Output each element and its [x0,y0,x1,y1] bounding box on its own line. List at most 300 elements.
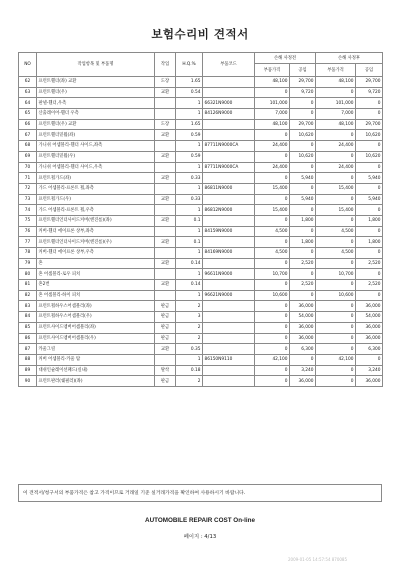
cell-no: 76 [19,226,37,237]
cell-work [155,226,176,237]
cell-item: 프런트휠가드(좌) [37,173,155,184]
cell-after-part-price: 0 [316,237,356,248]
cell-before-labor: 9,720 [290,87,316,98]
cell-after-part-price: 0 [316,312,356,323]
cell-before-labor: 36,000 [290,333,316,344]
cell-item: 판넬-휀더,우측 [37,98,155,109]
cell-code [203,258,255,269]
cell-before-part-price: 0 [255,258,290,269]
cell-code [203,365,255,376]
cell-work [155,162,176,173]
table-row [19,119,383,130]
cell-work: 판금 [155,376,176,387]
cell-code [203,119,255,130]
cell-work: 탈착 [155,365,176,376]
header-code: 부품코드 [203,53,255,77]
cell-after-part-price: 101,000 [316,98,356,109]
table-row [19,333,383,344]
cell-item: 가니쉬 어셈블리-휀더 사이드,우측 [37,162,155,173]
cell-item: 커버-휀더 에이프론 상부,우측 [37,248,155,259]
cell-before-labor: 2,520 [290,280,316,291]
cell-after-labor: 0 [356,290,383,301]
cell-hqty: 1 [176,226,203,237]
cell-work: 판금 [155,312,176,323]
header-hqty: H.Q.% [176,53,203,77]
cell-before-labor: 0 [290,290,316,301]
cell-work: 도장 [155,119,176,130]
cell-before-part-price: 42,100 [255,354,290,365]
cell-code [203,237,255,248]
cell-hqty: 1 [176,162,203,173]
cell-after-labor: 0 [356,226,383,237]
cell-after-part-price: 24,400 [316,162,356,173]
cell-item: 대쉬인슐레이션패드(실내) [37,365,155,376]
cell-hqty: 1 [176,109,203,120]
cell-before-labor: 0 [290,269,316,280]
cell-item: 커버 어셈블리-카울 탑 [37,354,155,365]
repair-estimate-table [18,52,383,387]
cell-code [203,130,255,141]
cell-before-labor: 0 [290,226,316,237]
cell-no: 63 [19,87,37,98]
cell-after-labor: 10,620 [356,151,383,162]
cell-after-labor: 10,620 [356,130,383,141]
cell-hqty: 0.33 [176,194,203,205]
cell-code: 84159N9000 [203,226,255,237]
cell-before-part-price: 15,400 [255,205,290,216]
cell-code: 96621N9000 [203,290,255,301]
cell-code [203,151,255,162]
print-timestamp: 2009-01-05 14:57:54 870085 [288,557,348,562]
cell-after-part-price: 0 [316,151,356,162]
cell-after-labor: 29,700 [356,119,383,130]
cell-after-labor: 1,800 [356,237,383,248]
cell-code [203,215,255,226]
cell-after-part-price: 0 [316,301,356,312]
cell-code: 66321N9000 [203,98,255,109]
cell-no: 85 [19,322,37,333]
cell-work [155,141,176,152]
cell-after-labor: 0 [356,183,383,194]
cell-before-part-price: 10,700 [255,269,290,280]
header-after-labor: 공임 [356,64,383,77]
table-row [19,237,383,248]
cell-before-labor: 36,000 [290,376,316,387]
cell-code [203,333,255,344]
cell-item: 프런트휠가드(우) [37,194,155,205]
cell-code [203,173,255,184]
cell-after-part-price: 7,000 [316,109,356,120]
cell-hqty: 2 [176,301,203,312]
cell-before-part-price: 48,100 [255,119,290,130]
cell-after-labor: 0 [356,248,383,259]
price-notice: 이 견적서/청구서의 부품가격은 참고 가격이므로 거래일 기준 실거래가격을 확인하여 사용하시기 바랍니다. [18,484,382,502]
cell-before-labor: 3,240 [290,365,316,376]
cell-before-labor: 1,800 [290,215,316,226]
cell-no: 73 [19,194,37,205]
cell-before-labor: 0 [290,183,316,194]
cell-code: 87711N9000CA [203,141,255,152]
table-row [19,215,383,226]
cell-item: 혼 어셈블리-하이 피치 [37,290,155,301]
table-row [19,290,383,301]
table-body [19,77,383,387]
header-after-part-price: 부품가격 [316,64,356,77]
cell-after-part-price: 0 [316,173,356,184]
cell-hqty: 0.14 [176,258,203,269]
cell-before-part-price: 0 [255,130,290,141]
cell-no: 77 [19,237,37,248]
cell-after-part-price: 15,400 [316,205,356,216]
cell-before-part-price: 0 [255,237,290,248]
table-header [19,53,383,77]
cell-code [203,301,255,312]
cell-hqty: 1 [176,269,203,280]
cell-code [203,322,255,333]
cell-before-labor: 36,000 [290,322,316,333]
cell-after-part-price: 0 [316,322,356,333]
cell-after-part-price: 48,100 [316,119,356,130]
cell-hqty: 1 [176,141,203,152]
cell-work: 교환 [155,344,176,355]
cell-work [155,98,176,109]
cell-item: 산출레이어-휀더 우측 [37,109,155,120]
cell-after-labor: 2,520 [356,258,383,269]
cell-before-part-price: 0 [255,215,290,226]
cell-before-labor: 0 [290,162,316,173]
cell-before-part-price: 0 [255,322,290,333]
cell-no: 79 [19,258,37,269]
header-before-part-price: 부품가격 [255,64,290,77]
cell-code: 96611N9000 [203,269,255,280]
cell-before-part-price: 15,400 [255,183,290,194]
cell-hqty: 1 [176,354,203,365]
cell-work: 교환 [155,258,176,269]
cell-work: 교환 [155,280,176,291]
cell-work [155,205,176,216]
cell-item: 프런트휀더(우) 교환 [37,119,155,130]
cell-no: 72 [19,183,37,194]
cell-item: 프런트사이드멤버어셈블리(좌) [37,322,155,333]
table-row [19,130,383,141]
cell-before-part-price: 0 [255,151,290,162]
cell-after-part-price: 24,400 [316,141,356,152]
cell-work: 교환 [155,215,176,226]
cell-no: 87 [19,344,37,355]
cell-after-labor: 0 [356,205,383,216]
cell-hqty: 0.59 [176,151,203,162]
cell-after-labor: 36,000 [356,301,383,312]
cell-before-labor: 0 [290,98,316,109]
cell-work: 판금 [155,333,176,344]
cell-hqty: 0.18 [176,365,203,376]
table-row [19,248,383,259]
cell-no: 75 [19,215,37,226]
table-row [19,162,383,173]
cell-hqty: 3 [176,312,203,323]
cell-after-labor: 1,800 [356,215,383,226]
cell-work [155,354,176,365]
table-row [19,194,383,205]
page-number: 페이지 : 4/13 [183,534,217,540]
cell-before-part-price: 0 [255,376,290,387]
cell-no: 74 [19,205,37,216]
header-item: 작업항목 및 부품명 [37,53,155,77]
cell-item: 프런트휀더밑월(좌) [37,130,155,141]
cell-before-part-price: 7,000 [255,109,290,120]
cell-before-labor: 0 [290,205,316,216]
cell-before-labor: 6,300 [290,344,316,355]
cell-work: 도장 [155,77,176,88]
cell-after-part-price: 0 [316,333,356,344]
cell-before-labor: 5,940 [290,194,316,205]
cell-no: 68 [19,141,37,152]
cell-after-part-price: 0 [316,280,356,291]
cell-before-labor: 0 [290,248,316,259]
cell-hqty: 0.33 [176,173,203,184]
cell-item: 혼 [37,258,155,269]
table-row [19,269,383,280]
table-row [19,87,383,98]
cell-work: 판금 [155,322,176,333]
cell-no: 64 [19,98,37,109]
cell-item: 프런트판러(쉐필러)(좌) [37,376,155,387]
cell-hqty: 1 [176,205,203,216]
cell-before-labor: 0 [290,354,316,365]
cell-before-labor: 29,700 [290,77,316,88]
cell-before-part-price: 4,500 [255,248,290,259]
cell-work: 교환 [155,87,176,98]
cell-item: 커버-휀더 에이프론 상부,좌측 [37,226,155,237]
table-row [19,258,383,269]
cell-work: 교환 [155,151,176,162]
cell-work [155,183,176,194]
cell-after-labor: 0 [356,162,383,173]
cell-before-part-price: 0 [255,280,290,291]
table-row [19,98,383,109]
cell-code: 86812N9000 [203,205,255,216]
document-title: 보험수리비 견적서 [151,27,249,41]
cell-item: 프런트휠하우스어셈블리(좌) [37,301,155,312]
cell-hqty: 0.54 [176,87,203,98]
cell-after-part-price: 42,100 [316,354,356,365]
cell-after-part-price: 0 [316,344,356,355]
cell-work [155,248,176,259]
cell-after-part-price: 4,500 [316,226,356,237]
cell-after-part-price: 0 [316,194,356,205]
table-row [19,109,383,120]
table-row [19,376,383,387]
table-row [19,173,383,184]
footer-brand: AUTOMOBILE REPAIR COST On-line [145,517,255,524]
cell-after-labor: 0 [356,98,383,109]
cell-no: 84 [19,312,37,323]
table-row [19,365,383,376]
cell-no: 89 [19,365,37,376]
cell-before-labor: 0 [290,109,316,120]
cell-work [155,290,176,301]
table-row [19,322,383,333]
cell-before-labor: 10,620 [290,130,316,141]
cell-work [155,109,176,120]
cell-after-labor: 9,720 [356,87,383,98]
cell-before-labor: 2,520 [290,258,316,269]
cell-after-part-price: 48,100 [316,77,356,88]
cell-after-part-price: 10,700 [316,269,356,280]
cell-code: 86811N9000 [203,183,255,194]
cell-no: 88 [19,354,37,365]
cell-work [155,269,176,280]
table-row [19,141,383,152]
cell-hqty: 0.35 [176,344,203,355]
cell-after-labor: 0 [356,141,383,152]
cell-after-part-price: 0 [316,87,356,98]
cell-hqty: 0.1 [176,237,203,248]
cell-item: 프런트사이드멤버어셈블리(우) [37,333,155,344]
cell-hqty: 0.1 [176,215,203,226]
cell-after-labor: 36,000 [356,333,383,344]
cell-hqty: 1 [176,290,203,301]
cell-hqty: 1 [176,98,203,109]
cell-hqty: 0.14 [176,280,203,291]
cell-before-part-price: 0 [255,87,290,98]
cell-after-labor: 54,000 [356,312,383,323]
cell-before-labor: 10,620 [290,151,316,162]
cell-before-part-price: 0 [255,365,290,376]
cell-after-part-price: 0 [316,130,356,141]
cell-no: 65 [19,109,37,120]
cell-no: 67 [19,130,37,141]
cell-after-labor: 0 [356,269,383,280]
header-no: NO [19,53,37,77]
cell-after-labor: 5,940 [356,173,383,184]
cell-after-labor: 2,520 [356,280,383,291]
cell-no: 82 [19,290,37,301]
cell-before-part-price: 0 [255,301,290,312]
cell-item: 가니쉬 어셈블리-휀더 사이드,좌측 [37,141,155,152]
cell-code: 86150N9110 [203,354,255,365]
cell-hqty: 1 [176,183,203,194]
cell-item: 프런트휀더밑월(우) [37,151,155,162]
table-row [19,354,383,365]
table-row [19,226,383,237]
cell-after-part-price: 0 [316,365,356,376]
cell-item: 프런트휀더언더사이드커버(엔진룸)(우) [37,237,155,248]
cell-hqty: 1.65 [176,77,203,88]
cell-item: 혼2번 [37,280,155,291]
cell-after-part-price: 0 [316,376,356,387]
cell-no: 71 [19,173,37,184]
cell-after-part-price: 15,400 [316,183,356,194]
cell-after-labor: 5,940 [356,194,383,205]
cell-item: 프런트휠하우스어셈블리(우) [37,312,155,323]
cell-no: 80 [19,269,37,280]
header-before-labor: 공임 [290,64,316,77]
cell-after-part-price: 0 [316,215,356,226]
cell-no: 66 [19,119,37,130]
cell-work: 판금 [155,301,176,312]
cell-hqty: 0.59 [176,130,203,141]
cell-item: 프런트휀더언더사이드커버(엔진룸)(좌) [37,215,155,226]
table-row [19,77,383,88]
cell-after-labor: 29,700 [356,77,383,88]
cell-hqty: 2 [176,322,203,333]
cell-before-part-price: 4,500 [255,226,290,237]
header-after-assessment: 손해 사정후 [316,53,383,64]
cell-after-part-price: 10,600 [316,290,356,301]
cell-code [203,194,255,205]
cell-hqty: 1.65 [176,119,203,130]
cell-after-labor: 36,000 [356,322,383,333]
table-row [19,280,383,291]
cell-no: 90 [19,376,37,387]
cell-item: 프런트휀더(우) [37,87,155,98]
cell-no: 83 [19,301,37,312]
cell-code [203,344,255,355]
cell-after-labor: 0 [356,109,383,120]
cell-no: 86 [19,333,37,344]
table-row [19,205,383,216]
table-row [19,301,383,312]
cell-after-labor: 36,000 [356,376,383,387]
cell-hqty: 2 [176,376,203,387]
cell-item: 가드 어셈블리-프론트 휠,좌측 [37,183,155,194]
cell-no: 81 [19,280,37,291]
cell-after-labor: 0 [356,354,383,365]
cell-code [203,77,255,88]
cell-before-part-price: 0 [255,344,290,355]
cell-code [203,376,255,387]
cell-code: 84169N9000 [203,248,255,259]
cell-no: 62 [19,77,37,88]
cell-before-part-price: 48,100 [255,77,290,88]
cell-before-part-price: 10,600 [255,290,290,301]
cell-work: 교환 [155,194,176,205]
cell-no: 70 [19,162,37,173]
cell-before-part-price: 0 [255,333,290,344]
cell-before-part-price: 24,400 [255,141,290,152]
cell-after-part-price: 4,500 [316,248,356,259]
cell-before-labor: 54,000 [290,312,316,323]
cell-after-part-price: 0 [316,258,356,269]
cell-before-labor: 1,800 [290,237,316,248]
cell-item: 가드 어셈블리-프론트 휠,우측 [37,205,155,216]
cell-code [203,280,255,291]
table-row [19,183,383,194]
table-row [19,312,383,323]
cell-item: 카울그릴 [37,344,155,355]
cell-item: 혼 어셈블리-로우 피치 [37,269,155,280]
cell-before-part-price: 101,000 [255,98,290,109]
cell-work: 교환 [155,173,176,184]
cell-code [203,87,255,98]
cell-before-part-price: 0 [255,173,290,184]
cell-hqty: 2 [176,333,203,344]
table-row [19,344,383,355]
cell-code [203,312,255,323]
cell-work: 교환 [155,237,176,248]
cell-after-labor: 6,300 [356,344,383,355]
cell-work: 교환 [155,130,176,141]
cell-before-labor: 29,700 [290,119,316,130]
cell-no: 69 [19,151,37,162]
cell-before-part-price: 0 [255,194,290,205]
cell-before-labor: 36,000 [290,301,316,312]
cell-after-labor: 3,240 [356,365,383,376]
cell-before-part-price: 0 [255,312,290,323]
cell-code: 87711N9000CA [203,162,255,173]
header-before-assessment: 손해 사정전 [255,53,316,64]
